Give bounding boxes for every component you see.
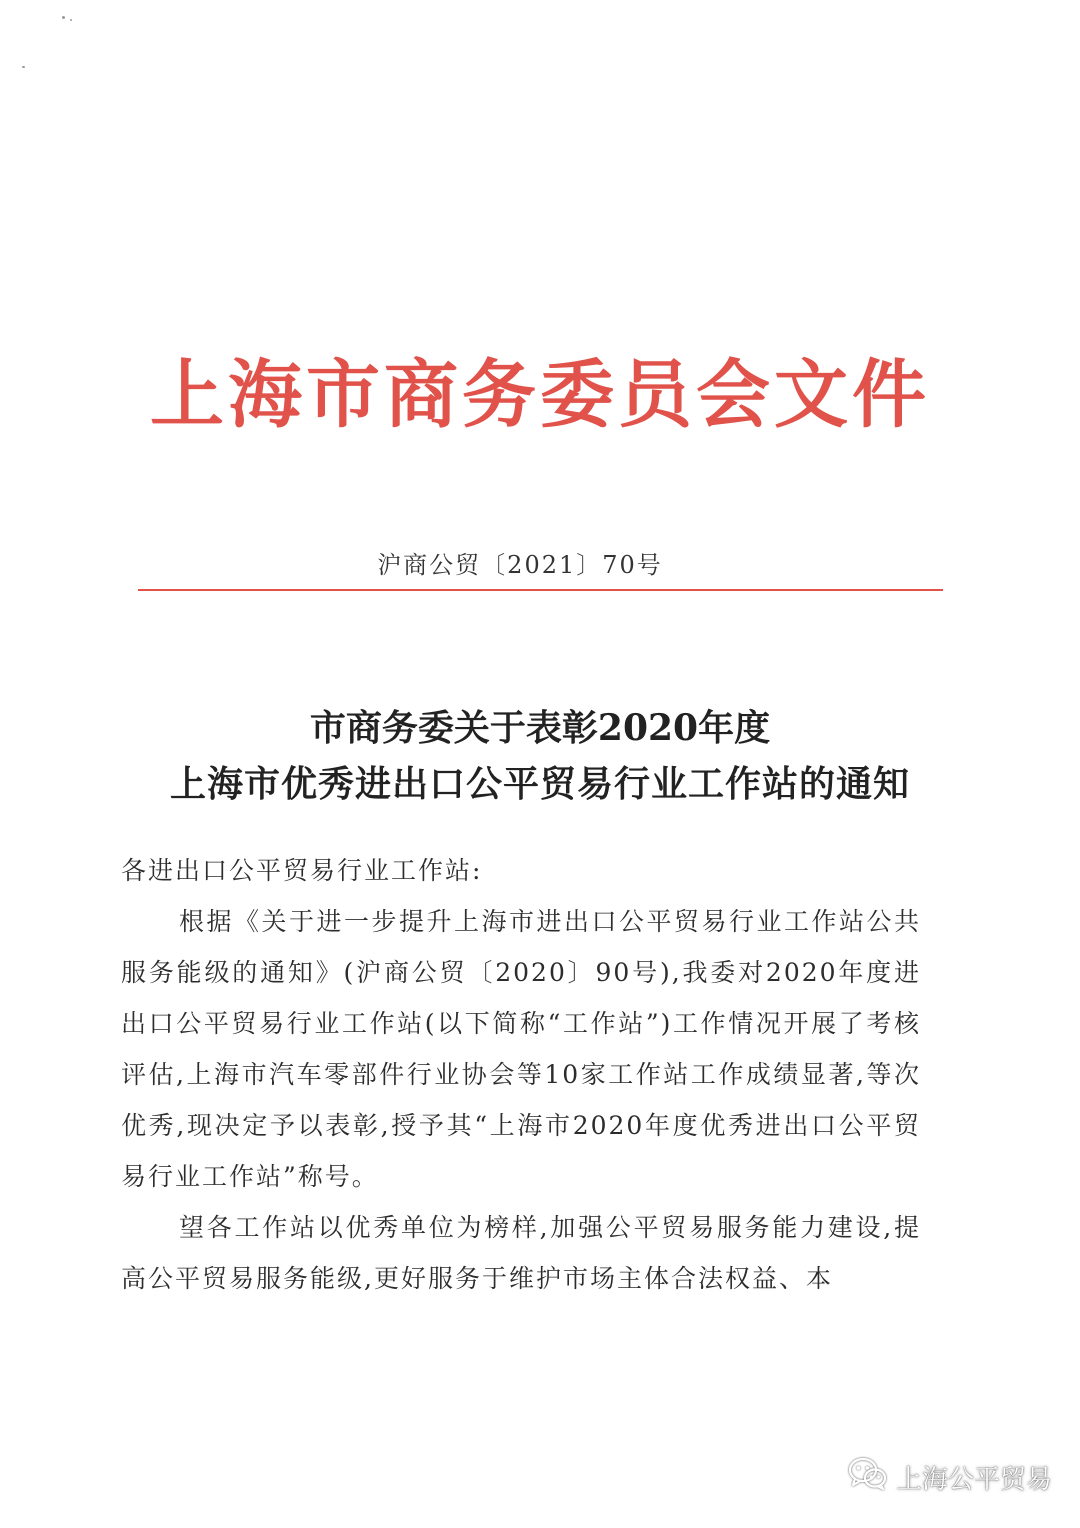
notice-title-line-1: 市商务委关于表彰2020年度 [309,707,771,749]
issuer-header-title: 上海市商务委员会文件 [150,352,930,438]
wechat-icon [848,1457,888,1498]
wechat-watermark [848,1457,1052,1498]
body-paragraph-2: 望各工作站以优秀单位为榜样,加强公平贸易服务能力建设,提高公平贸易服务能级,更好服务于维护市场主体合法权益、本 [121,1213,921,1293]
scan-speck [22,66,25,68]
red-divider-line [138,589,943,591]
document-number: 沪商公贸〔2021〕70号 [377,551,663,579]
body-paragraph-1: 根据《关于进一步提升上海市进出口公平贸易行业工作站公共服务能级的通知》(沪商公贸〔2020〕90号),我委对2020年度进出口公平贸易行业工作站(以下简称“工作站”)工作情况开展了考核评估,上海市汽车零部件行业协会等10家工作站工作成绩显著,等次优秀,现决定予以表彰,授予其“上海市2020年度优秀进出口公平贸易行业工作站”称号。 [121,907,921,1191]
scan-speck [62,16,65,19]
salutation: 各进出口公平贸易行业工作站: [121,856,483,885]
notice-title [0,700,1080,812]
scan-speck [70,19,72,21]
notice-body [121,845,921,1304]
notice-title-line-2: 上海市优秀进出口公平贸易行业工作站的通知 [169,763,910,805]
watermark-label: 上海公平贸易 [895,1465,1052,1495]
